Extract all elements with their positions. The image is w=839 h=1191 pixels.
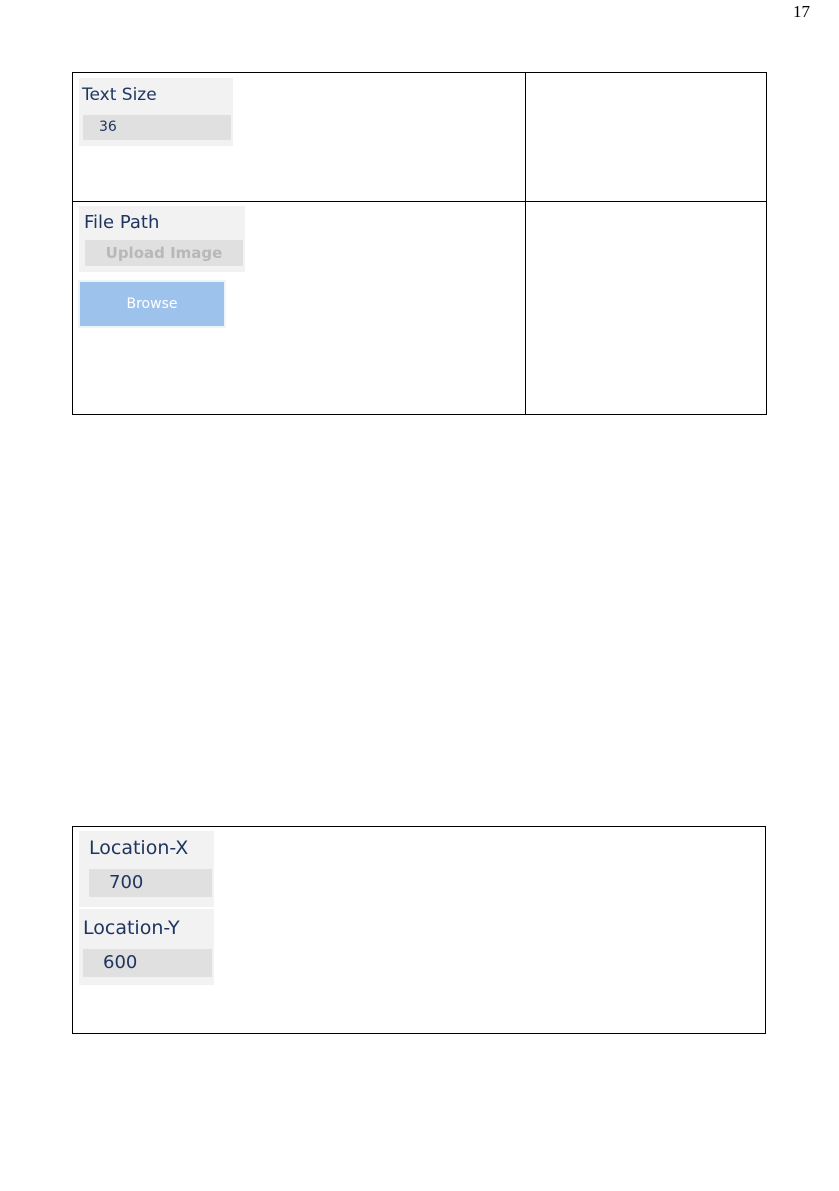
location-x-widget (79, 831, 214, 907)
file-path-label: File Path (84, 212, 160, 233)
location-x-input[interactable]: 700 (89, 869, 212, 897)
location-row (73, 827, 766, 1034)
text-size-row (73, 73, 767, 202)
file-path-widget (79, 206, 245, 272)
settings-table (72, 72, 767, 415)
text-size-widget (79, 78, 233, 146)
file-path-notes-cell (526, 202, 767, 415)
text-size-cell (73, 73, 526, 202)
upload-image-field[interactable]: Upload Image (85, 240, 243, 266)
file-path-cell (73, 202, 526, 415)
file-path-row (73, 202, 767, 415)
location-y-input[interactable]: 600 (83, 949, 212, 977)
text-size-notes-cell (526, 73, 767, 202)
location-table (72, 826, 766, 1034)
text-size-input[interactable]: 36 (83, 115, 231, 140)
browse-button[interactable]: Browse (78, 280, 226, 328)
page-number: 17 (793, 2, 810, 21)
location-y-widget (79, 909, 214, 985)
location-y-label: Location-Y (83, 917, 180, 939)
location-x-label: Location-X (89, 837, 189, 859)
location-cell (73, 827, 766, 1034)
text-size-label: Text Size (82, 85, 157, 105)
